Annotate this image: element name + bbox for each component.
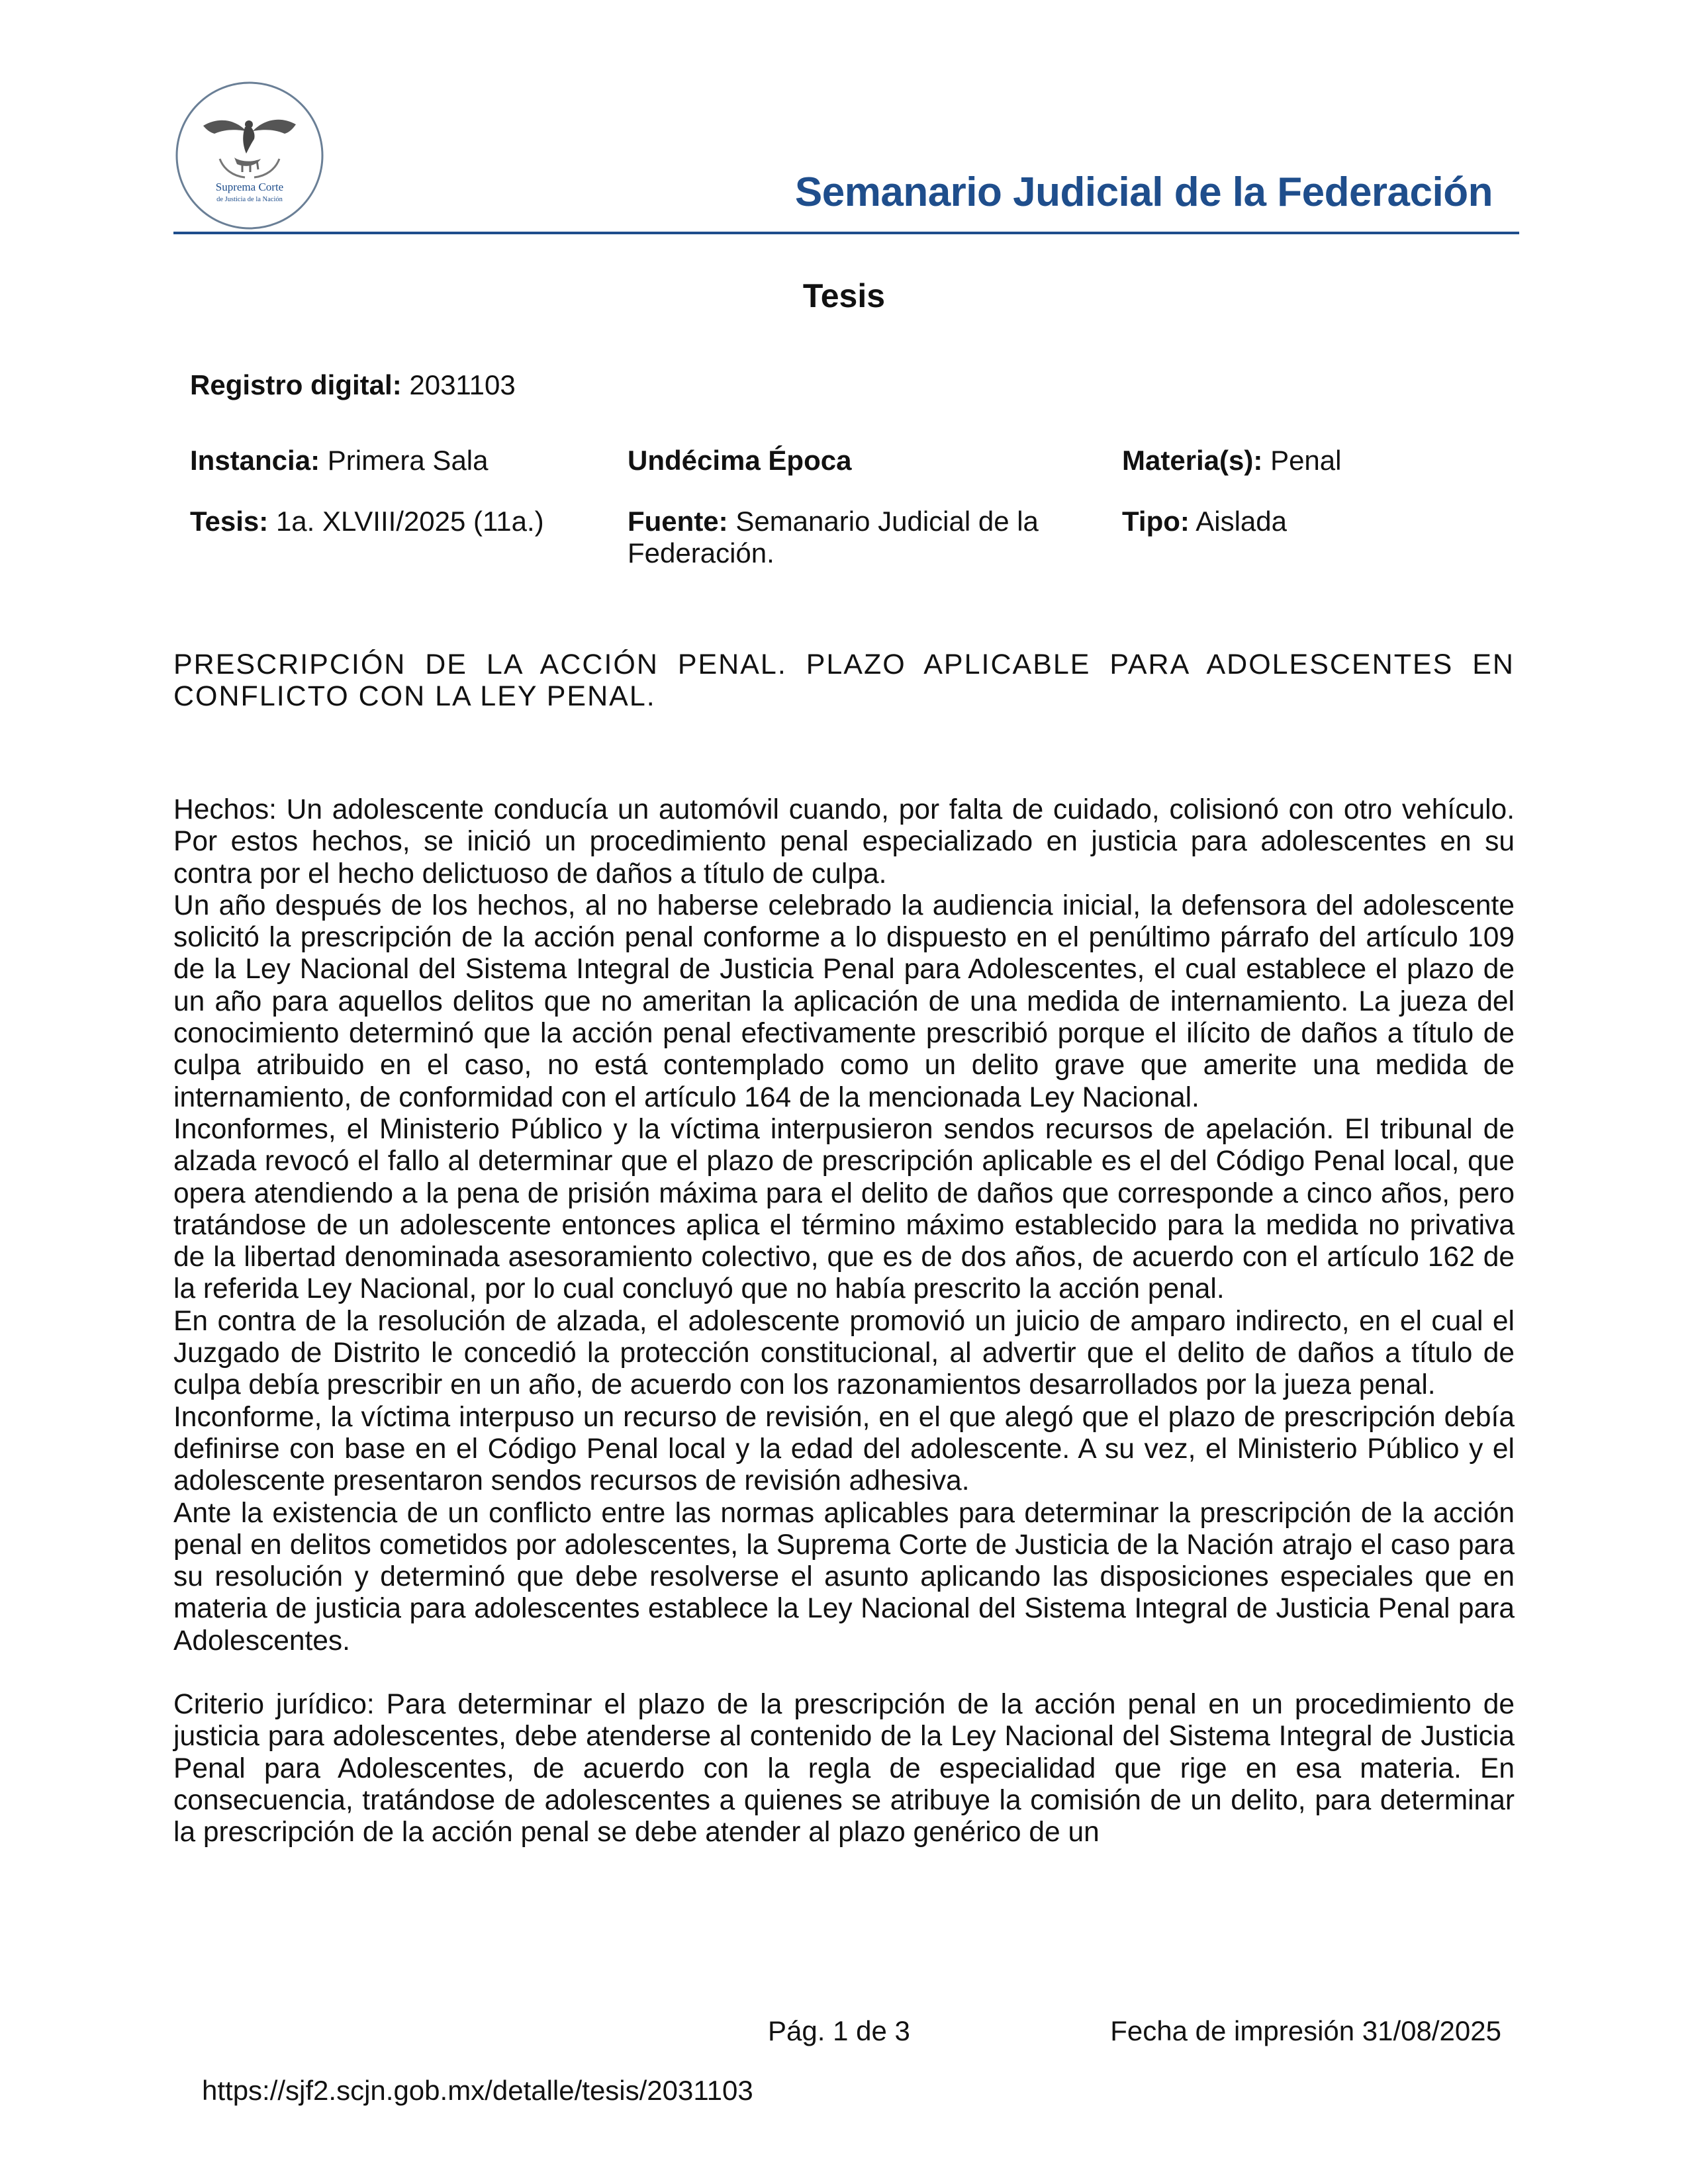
instancia-value: Primera Sala xyxy=(327,445,489,476)
materia-value: Penal xyxy=(1270,445,1342,476)
tesis-body xyxy=(173,794,1515,1849)
registro-label: Registro digital: xyxy=(190,369,402,400)
page-number: Pág. 1 de 3 xyxy=(768,2015,910,2046)
tesis-label: Tesis: xyxy=(190,506,269,537)
tipo-value: Aislada xyxy=(1196,506,1287,537)
fuente-value: Semanario Judicial de la Federación. xyxy=(628,506,1039,569)
epoca-value: Undécima Época xyxy=(628,445,852,476)
registro-digital xyxy=(190,369,516,401)
source-url[interactable]: https://sjf2.scjn.gob.mx/detalle/tesis/2031103 xyxy=(202,2075,753,2106)
paragraph: Inconforme, la víctima interpuso un recurso de revisión, en el que alegó que el plazo de prescripción debía definirse con base en el Código Penal local y la edad del adolescente. A su vez, el Ministerio Público y el adolescente presentaron sendos recursos de revisión adhesiva. xyxy=(173,1401,1515,1497)
materia-label: Materia(s): xyxy=(1122,445,1263,476)
logo-text-line1: Suprema Corte xyxy=(215,181,284,193)
paragraph: Un año después de los hechos, al no haberse celebrado la audiencia inicial, la defensora del adolescente solicitó la prescripción de la acción penal conforme a lo dispuesto en el penúltimo párrafo del artículo 109 de la Ley Nacional del Sistema Integral de Justicia Penal para Adolescentes, el cual establece el plazo de un año para aquellos delitos que no ameritan la aplicación de una medida de internamiento. La jueza del conocimiento determinó que la acción penal efectivamente prescribió porque el ilícito de daños a título de culpa atribuido en el caso, no está contemplado como un delito grave que amerite una medida de internamiento, de conformidad con el artículo 164 de la mencionada Ley Nacional. xyxy=(173,889,1515,1113)
logo-text-line2: de Justicia de la Nación xyxy=(216,196,283,203)
paragraph: Inconformes, el Ministerio Público y la víctima interpusieron sendos recursos de apelación. El tribunal de alzada revocó el fallo al determinar que el plazo de prescripción aplicable es el del Código Penal local, que opera atendiendo a la pena de prisión máxima para el delito de daños que corresponde a cinco años, pero tratándose de un adolescente entonces aplica el término máximo establecido para la medida no privativa de la libertad denominada asesoramiento colectivo, que es de dos años, de acuerdo con el artículo 162 de la referida Ley Nacional, por lo cual concluyó que no había prescrito la acción penal. xyxy=(173,1113,1515,1305)
tesis-number xyxy=(190,506,544,537)
epoca xyxy=(628,445,851,477)
header-divider xyxy=(173,232,1519,234)
materia xyxy=(1122,445,1341,477)
site-title: Semanario Judicial de la Federación xyxy=(794,169,1493,215)
paragraph: En contra de la resolución de alzada, el adolescente promovió un juicio de amparo indirecto, en el cual el Juzgado de Distrito le concedió la protección constitucional, al advertir que el delito de daños a título de culpa debía prescribir en un año, de acuerdo con los razonamientos desarrollados por la jueza penal. xyxy=(173,1305,1515,1401)
tesis-rubro: PRESCRIPCIÓN DE LA ACCIÓN PENAL. PLAZO APLICABLE PARA ADOLESCENTES EN CONFLICTO CON LA LEY PENAL. xyxy=(173,649,1515,712)
fuente xyxy=(628,506,1084,569)
document-heading: Tesis xyxy=(802,277,886,314)
paragraph: Ante la existencia de un conflicto entre las normas aplicables para determinar la prescripción de la acción penal en delitos cometidos por adolescentes, la Suprema Corte de Justicia de la Nación atrajo el caso para su resolución y determinó que debe resolverse el asunto aplicando las disposiciones especiales que en materia de justicia para adolescentes establece la Ley Nacional del Sistema Integral de Justicia Penal para Adolescentes. xyxy=(173,1497,1515,1657)
tesis-value: 1a. XLVIII/2025 (11a.) xyxy=(275,506,544,537)
registro-value: 2031103 xyxy=(409,369,516,400)
instancia-label: Instancia: xyxy=(190,445,320,476)
tipo xyxy=(1122,506,1287,537)
scjn-eagle-emblem xyxy=(173,79,326,232)
tipo-label: Tipo: xyxy=(1122,506,1190,537)
instancia xyxy=(190,445,489,477)
paragraph-hechos: Hechos: Un adolescente conducía un automóvil cuando, por falta de cuidado, colisionó con otro vehículo. Por estos hechos, se inició un procedimiento penal especializado en justicia para adolescentes en su contra por el hecho delictuoso de daños a título de culpa. xyxy=(173,794,1515,889)
fuente-label: Fuente: xyxy=(628,506,728,537)
print-date: Fecha de impresión 31/08/2025 xyxy=(1110,2015,1501,2046)
paragraph-criterio: Criterio jurídico: Para determinar el plazo de la prescripción de la acción penal en un procedimiento de justicia para adolescentes, debe atenderse al contenido de la Ley Nacional del Sistema Integral de Justicia Penal para Adolescentes, de acuerdo con la regla de especialidad que rige en esa materia. En consecuencia, tratándose de adolescentes a quienes se atribuye la comisión de un delito, para determinar la prescripción de la acción penal se debe atender al plazo genérico de un xyxy=(173,1689,1515,1848)
scjn-logo xyxy=(173,79,326,232)
